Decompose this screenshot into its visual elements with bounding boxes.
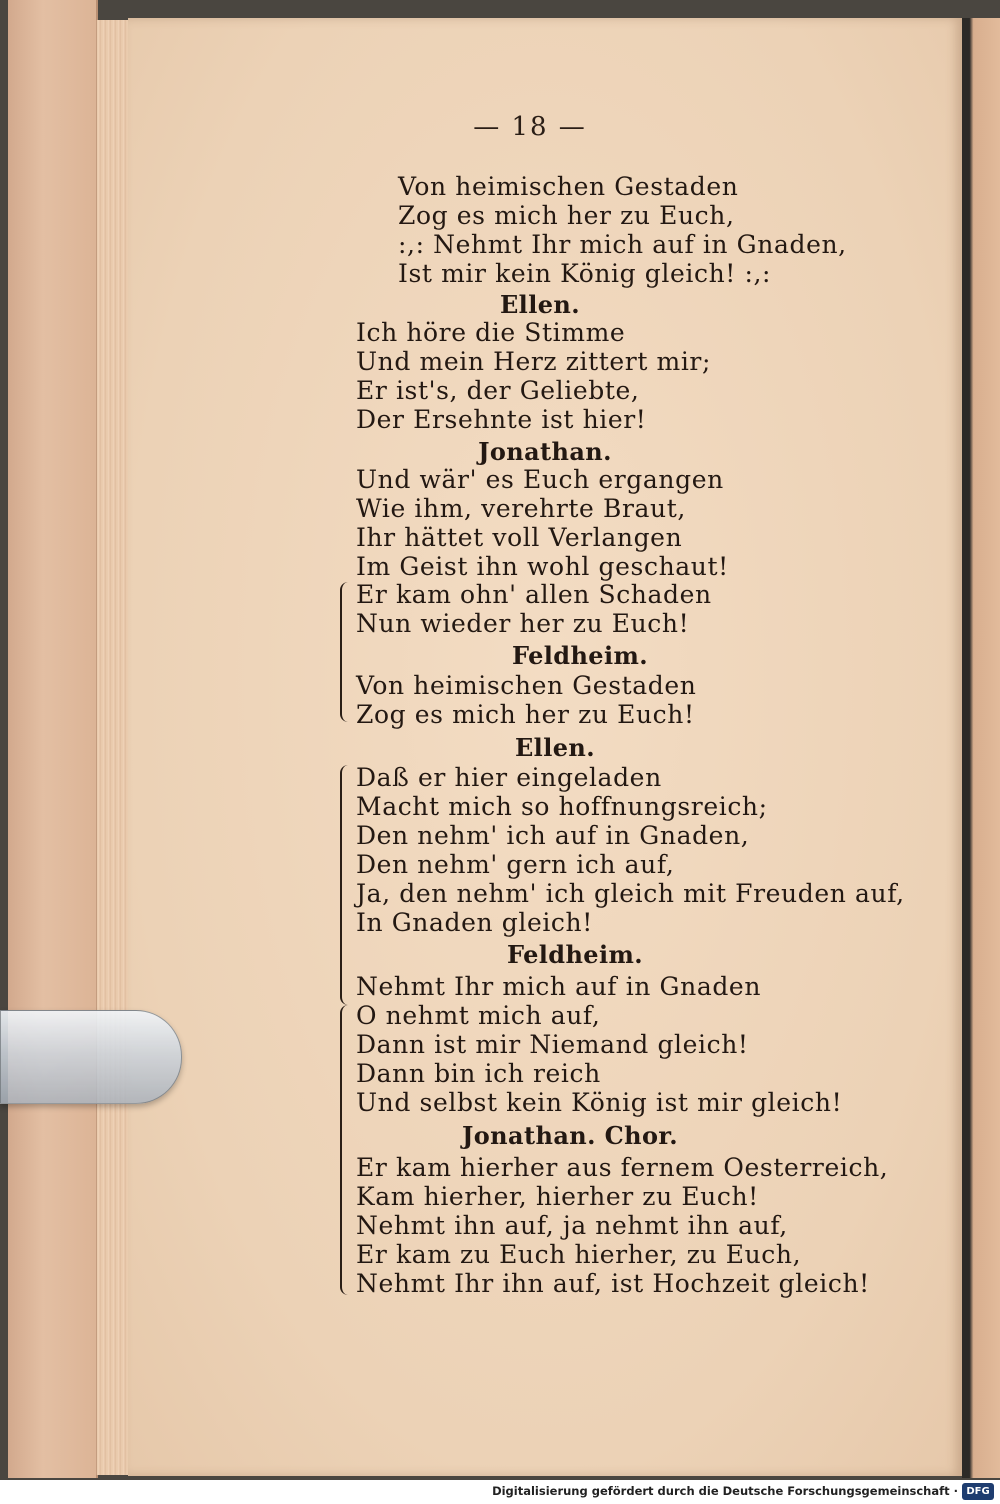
verse-line: Zog es mich her zu Euch, (398, 201, 735, 230)
verse-line: Und wär' es Euch ergangen (356, 465, 724, 494)
speaker-heading: Feldheim. (511, 641, 649, 670)
speaker-heading: Ellen. (499, 290, 580, 319)
verse-line: Ja, den nehm' ich gleich mit Freuden auf, (356, 879, 905, 908)
verse-line: Dann bin ich reich (356, 1059, 601, 1088)
verse-line: Nun wieder her zu Euch! (356, 609, 690, 638)
verse-line: Wie ihm, verehrte Braut, (356, 494, 686, 523)
footer-bar (0, 1480, 1000, 1504)
verse-line: Den nehm' gern ich auf, (356, 850, 675, 879)
verse-line: Zog es mich her zu Euch! (356, 700, 695, 729)
verse-line: Im Geist ihn wohl geschaut! (356, 552, 729, 581)
speaker-heading: Ellen. (514, 733, 595, 762)
verse-line: In Gnaden gleich! (356, 908, 593, 937)
verse-line: Den nehm' ich auf in Gnaden, (356, 821, 750, 850)
verse-line: Er kam ohn' allen Schaden (356, 580, 712, 609)
verse-line: Er kam zu Euch hierher, zu Euch, (356, 1240, 802, 1269)
page-clip (0, 1010, 182, 1104)
margin-brace (340, 582, 352, 722)
speaker-heading: Feldheim. (506, 940, 644, 969)
verse-line: Ist mir kein König gleich! :,: (398, 259, 772, 288)
funding-credit: Digitalisierung gefördert durch die Deutsche Forschungsgemeinschaft · (492, 1484, 958, 1498)
page-number: — 18 — (473, 112, 587, 142)
verse-line: Der Ersehnte ist hier! (356, 405, 647, 434)
verse-line: Nehmt ihn auf, ja nehmt ihn auf, (356, 1211, 788, 1240)
verse-line: Macht mich so hoffnungsreich; (356, 792, 768, 821)
speaker-heading: Jonathan. (478, 437, 612, 466)
verse-line: Er ist's, der Geliebte, (356, 376, 640, 405)
margin-brace (340, 765, 352, 1005)
verse-line: Er kam hierher aus fernem Oesterreich, (356, 1153, 889, 1182)
verse-line: :,: Nehmt Ihr mich auf in Gnaden, (398, 230, 847, 259)
verse-line: Und selbst kein König ist mir gleich! (356, 1088, 843, 1117)
verse-line: O nehmt mich auf, (356, 1001, 601, 1030)
margin-brace (340, 1005, 352, 1295)
verse-line: Dann ist mir Niemand gleich! (356, 1030, 749, 1059)
verse-line: Ich höre die Stimme (356, 318, 626, 347)
verse-line: Kam hierher, hierher zu Euch! (356, 1182, 759, 1211)
verse-line: Nehmt Ihr mich auf in Gnaden (356, 972, 762, 1001)
dfg-logo: DFG (962, 1483, 994, 1500)
verse-line: Und mein Herz zittert mir; (356, 347, 712, 376)
verse-line: Von heimischen Gestaden (356, 671, 697, 700)
verse-line: Nehmt Ihr ihn auf, ist Hochzeit gleich! (356, 1269, 870, 1298)
verse-line: Von heimischen Gestaden (398, 172, 739, 201)
verse-line: Ihr hättet voll Verlangen (356, 523, 683, 552)
speaker-heading: Jonathan. Chor. (462, 1121, 678, 1150)
verse-line: Daß er hier eingeladen (356, 763, 662, 792)
